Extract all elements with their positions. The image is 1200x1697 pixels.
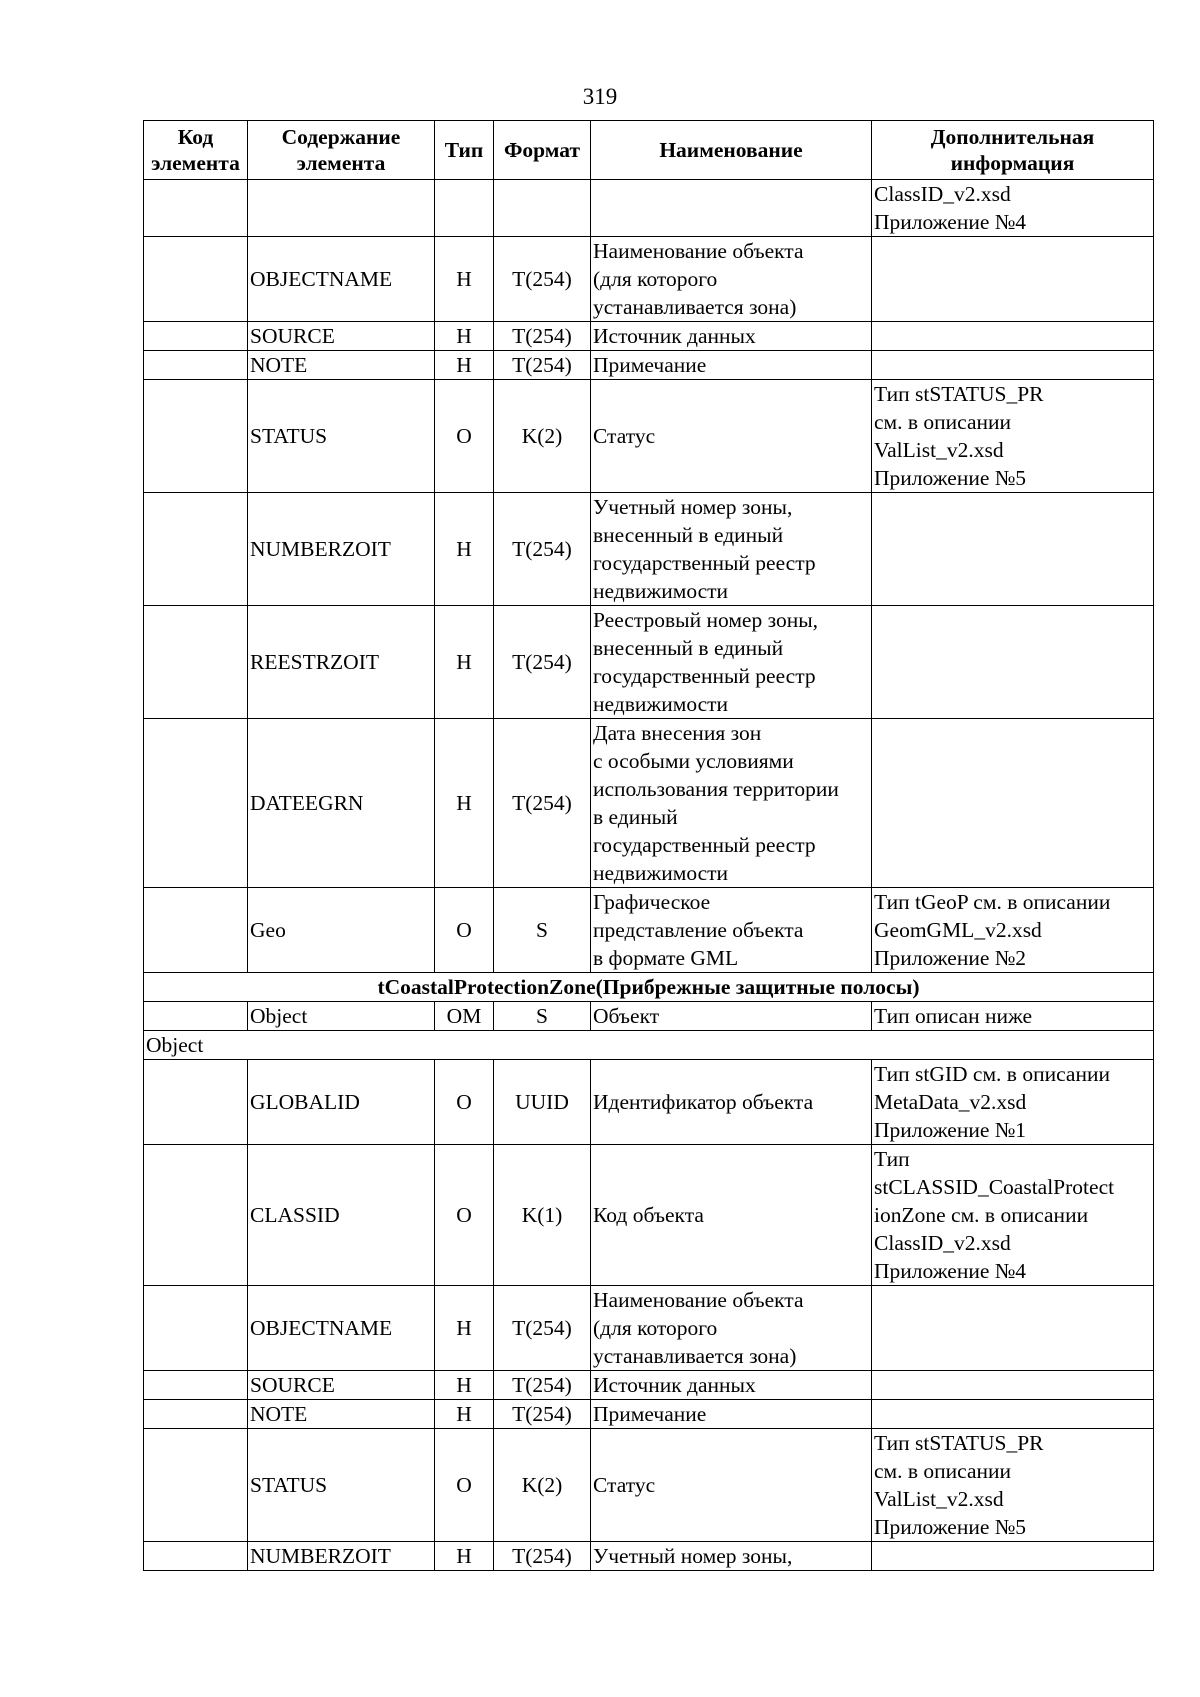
additional-info-cell [872,351,1154,380]
additional-info-cell: Тип stSTATUS_PR см. в описании ValList_v2.xsd Приложение №5 [872,1429,1154,1542]
type-cell: О [435,888,494,973]
additional-info-cell [872,719,1154,888]
additional-info-cell: Тип stCLASSID_CoastalProtect ionZone см. в описании ClassID_v2.xsd Приложение №4 [872,1145,1154,1286]
element-content-cell: OBJECTNAME [248,1286,435,1371]
name-cell: Наименование объекта (для которого устанавливается зона) [591,237,872,322]
type-cell: О [435,1060,494,1145]
type-cell: Н [435,322,494,351]
element-code-cell [144,606,248,719]
table-row [144,1060,1154,1145]
table-row [144,1286,1154,1371]
element-content-cell: OBJECTNAME [248,237,435,322]
element-code-cell [144,1002,248,1031]
name-cell: Учетный номер зоны, внесенный в единый государственный реестр недвижимости [591,493,872,606]
format-cell: T(254) [494,237,591,322]
additional-info-cell: Тип tGeoP см. в описании GeomGML_v2.xsd Приложение №2 [872,888,1154,973]
type-cell: Н [435,351,494,380]
type-cell: О [435,1145,494,1286]
table-row [144,1145,1154,1286]
format-cell: T(254) [494,1286,591,1371]
format-cell: T(254) [494,322,591,351]
format-cell: T(254) [494,1400,591,1429]
additional-info-cell [872,1400,1154,1429]
table-row [144,493,1154,606]
format-cell: S [494,888,591,973]
element-code-cell [144,1429,248,1542]
table-row [144,380,1154,493]
name-cell [591,180,872,237]
table-row [144,1400,1154,1429]
group-heading-row [144,1031,1154,1060]
name-cell: Статус [591,1429,872,1542]
element-code-cell [144,380,248,493]
name-cell: Примечание [591,1400,872,1429]
table-row [144,719,1154,888]
type-cell: Н [435,1371,494,1400]
name-cell: Дата внесения зон с особыми условиями использования территории в единый государственный реестр недвижимости [591,719,872,888]
element-code-cell [144,719,248,888]
element-content-cell: Geo [248,888,435,973]
element-code-cell [144,888,248,973]
type-cell: Н [435,493,494,606]
format-cell: S [494,1002,591,1031]
element-code-cell [144,1371,248,1400]
element-code-cell [144,322,248,351]
element-code-cell [144,180,248,237]
element-code-cell [144,493,248,606]
format-cell: T(254) [494,606,591,719]
type-cell: Н [435,237,494,322]
format-cell [494,180,591,237]
type-cell: Н [435,1542,494,1571]
name-cell: Код объекта [591,1145,872,1286]
specification-table [143,120,1154,1571]
name-cell: Идентификатор объекта [591,1060,872,1145]
table-row [144,1429,1154,1542]
section-heading-row [144,973,1154,1002]
header-format: Формат [494,121,591,180]
type-cell: ОМ [435,1002,494,1031]
table-row [144,1371,1154,1400]
header-element-content: Содержание элемента [248,121,435,180]
element-code-cell [144,1060,248,1145]
name-cell: Статус [591,380,872,493]
table-row [144,237,1154,322]
format-cell: T(254) [494,351,591,380]
section-heading: tCoastalProtectionZone(Прибрежные защитные полосы) [144,973,1154,1002]
element-content-cell: Object [248,1002,435,1031]
name-cell: Наименование объекта (для которого устанавливается зона) [591,1286,872,1371]
element-content-cell: SOURCE [248,322,435,351]
additional-info-cell: Тип описан ниже [872,1002,1154,1031]
table-body [144,180,1154,1571]
format-cell: K(2) [494,1429,591,1542]
element-code-cell [144,1400,248,1429]
element-content-cell: SOURCE [248,1371,435,1400]
element-content-cell: NOTE [248,351,435,380]
name-cell: Учетный номер зоны, [591,1542,872,1571]
element-content-cell: REESTRZOIT [248,606,435,719]
table-row [144,1542,1154,1571]
page-number: 319 [582,84,618,109]
element-code-cell [144,351,248,380]
type-cell: О [435,1429,494,1542]
type-cell: Н [435,1400,494,1429]
name-cell: Примечание [591,351,872,380]
name-cell: Реестровый номер зоны, внесенный в единый государственный реестр недвижимости [591,606,872,719]
element-code-cell [144,1145,248,1286]
name-cell: Объект [591,1002,872,1031]
additional-info-cell [872,237,1154,322]
element-content-cell: CLASSID [248,1145,435,1286]
element-content-cell: DATEEGRN [248,719,435,888]
element-content-cell: STATUS [248,380,435,493]
group-heading: Object [144,1031,1154,1060]
type-cell: О [435,380,494,493]
name-cell: Источник данных [591,1371,872,1400]
element-content-cell: GLOBALID [248,1060,435,1145]
additional-info-cell: ClassID_v2.xsd Приложение №4 [872,180,1154,237]
format-cell: T(254) [494,719,591,888]
table-row [144,1002,1154,1031]
table-row [144,180,1154,237]
element-code-cell [144,1286,248,1371]
table-row [144,606,1154,719]
type-cell: Н [435,719,494,888]
element-content-cell: STATUS [248,1429,435,1542]
table-row [144,351,1154,380]
element-content-cell [248,180,435,237]
additional-info-cell [872,322,1154,351]
additional-info-cell [872,1371,1154,1400]
format-cell: T(254) [494,1371,591,1400]
header-element-code: Код элемента [144,121,248,180]
additional-info-cell [872,1542,1154,1571]
type-cell: Н [435,1286,494,1371]
format-cell: T(254) [494,493,591,606]
header-name: Наименование [591,121,872,180]
element-content-cell: NOTE [248,1400,435,1429]
format-cell: UUID [494,1060,591,1145]
table-row [144,322,1154,351]
element-content-cell: NUMBERZOIT [248,1542,435,1571]
format-cell: T(254) [494,1542,591,1571]
type-cell: Н [435,606,494,719]
format-cell: K(1) [494,1145,591,1286]
additional-info-cell [872,493,1154,606]
additional-info-cell: Тип stSTATUS_PR см. в описании ValList_v2.xsd Приложение №5 [872,380,1154,493]
element-code-cell [144,1542,248,1571]
additional-info-cell: Тип stGID см. в описании MetaData_v2.xsd Приложение №1 [872,1060,1154,1145]
table-header-row [144,121,1154,180]
name-cell: Графическое представление объекта в формате GML [591,888,872,973]
format-cell: K(2) [494,380,591,493]
table-row [144,888,1154,973]
element-code-cell [144,237,248,322]
element-content-cell: NUMBERZOIT [248,493,435,606]
header-type: Тип [435,121,494,180]
type-cell [435,180,494,237]
header-additional-info: Дополнительная информация [872,121,1154,180]
additional-info-cell [872,606,1154,719]
name-cell: Источник данных [591,322,872,351]
additional-info-cell [872,1286,1154,1371]
